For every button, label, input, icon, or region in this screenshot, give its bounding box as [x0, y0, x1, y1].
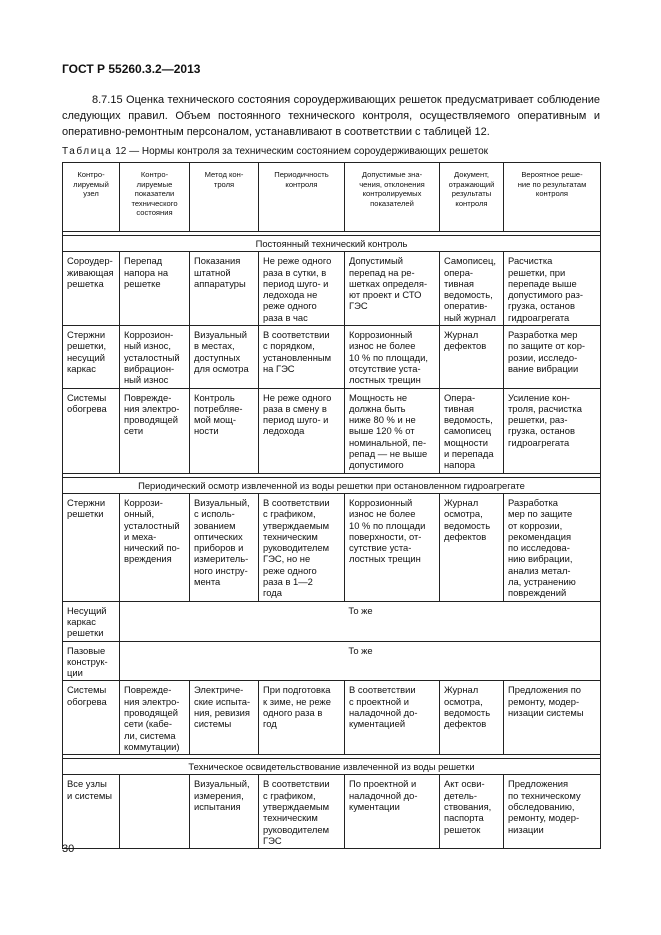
page-number: 30	[62, 843, 75, 855]
table-cell: То же	[120, 641, 601, 681]
table-cell: Разработка мер по защите от коррозии, рекомендация по исследова- нию вибрации, анализ метал- ла, устранению повреждений	[504, 493, 601, 601]
table-cell: Электриче- ские испыта- ния, ревизия системы	[190, 681, 259, 755]
table-cell: Не реже одного раза в смену в период шуго- и ледохода	[259, 388, 345, 473]
table-row	[63, 388, 601, 473]
column-header: Контро- лируемые показатели технического состояния	[120, 163, 190, 232]
column-header: Вероятное реше- ние по результатам контроля	[504, 163, 601, 232]
table-caption-label: Таблица	[62, 146, 113, 157]
table-row	[63, 641, 601, 681]
table-cell: Перепад напора на решетке	[120, 252, 190, 326]
intro-paragraph: 8.7.15 Оценка технического состояния сороудерживающих решеток предусматривает соблюдение следующих правил. Объем постоянного технического контроля, осуществляемого оперативным и оперативно-ремонтным персоналом, устанавливают в соответствии с таблицей 12.	[62, 94, 600, 138]
column-header: Контро- лируемый узел	[63, 163, 120, 232]
table-cell: Визуальный, измерения, испытания	[190, 775, 259, 849]
table-cell: Журнал осмотра, ведомость дефектов	[440, 681, 504, 755]
column-header: Периодичность контроля	[259, 163, 345, 232]
table-cell: Журнал осмотра, ведомость дефектов	[440, 493, 504, 601]
table-cell: Пазовые конструк- ции	[63, 641, 120, 681]
table-cell: Допустимый перепад на ре- шетках определя- ют проект и СТО ГЭС	[345, 252, 440, 326]
table-caption	[62, 146, 488, 157]
table-header-row	[63, 163, 601, 232]
table-cell: Поврежде- ния электро- проводящей сети (кабе- ли, система коммутации)	[120, 681, 190, 755]
table-cell: Разработка мер по защите от кор- розии, исследо- вание вибрации	[504, 326, 601, 388]
table-body	[63, 232, 601, 849]
table-cell: Показания штатной аппаратуры	[190, 252, 259, 326]
table-cell: По проектной и наладочной до- кументации	[345, 775, 440, 849]
table-cell: Предложения по ремонту, модер- низации системы	[504, 681, 601, 755]
table-row	[63, 252, 601, 326]
table-cell: Опера- тивная ведомость, самописец мощности и перепада напора	[440, 388, 504, 473]
table-row	[63, 326, 601, 388]
table-cell: В соответствии с проектной и наладочной до- кументацией	[345, 681, 440, 755]
section-title: Техническое освидетельствование извлеченной из воды решетки	[63, 759, 601, 775]
table-cell: Несущий каркас решетки	[63, 601, 120, 641]
table-cell: Сороудер- живающая решетка	[63, 252, 120, 326]
table-row	[63, 601, 601, 641]
table-cell: Визуальный, с исполь- зованием оптических приборов и измеритель- ного инстру- мента	[190, 493, 259, 601]
table-cell: В соответствии с графиком, утверждаемым техническим руководителем ГЭС, но не реже одного раза в 1—2 года	[259, 493, 345, 601]
table-cell: Мощность не должна быть ниже 80 % и не выше 120 % от номинальной, пе- репад — не выше допустимого	[345, 388, 440, 473]
column-header: Допустимые зна- чения, отклонения контролируемых показателей	[345, 163, 440, 232]
table-cell: Расчистка решетки, при перепаде выше допустимого раз- грузка, останов гидроагрегата	[504, 252, 601, 326]
table-cell: В соответствии с порядком, установленным на ГЭС	[259, 326, 345, 388]
table-cell: Самописец, опера- тивная ведомость, оператив- ный журнал	[440, 252, 504, 326]
table-cell: Коррозионный износ не более 10 % по площади поверхности, от- сутствие уста- лостных трещин	[345, 493, 440, 601]
section-title: Постоянный технический контроль	[63, 236, 601, 252]
table-cell: Коррозионный износ не более 10 % по площади, отсутствие уста- лостных трещин	[345, 326, 440, 388]
table-cell: Коррозион- ный износ, усталостный вибрацион- ный износ	[120, 326, 190, 388]
table-cell: Стержни решетки	[63, 493, 120, 601]
table-cell	[120, 775, 190, 849]
section-title-row	[63, 236, 601, 252]
table-cell: Стержни решетки, несущий каркас	[63, 326, 120, 388]
table-cell: При подготовка к зиме, не реже одного раза в год	[259, 681, 345, 755]
table-cell: Усиление кон- троля, расчистка решетки, раз- грузка, останов гидроагрегата	[504, 388, 601, 473]
table-row	[63, 493, 601, 601]
table-cell: В соответствии с графиком, утверждаемым техническим руководителем ГЭС	[259, 775, 345, 849]
table-row	[63, 681, 601, 755]
table-row	[63, 775, 601, 849]
table-cell: То же	[120, 601, 601, 641]
control-norms-table	[62, 162, 601, 849]
table-caption-text: 12 — Нормы контроля за техническим состоянием сороудерживающих решеток	[115, 146, 489, 157]
column-header: Документ, отражающий результаты контроля	[440, 163, 504, 232]
table-cell: Визуальный в местах, доступных для осмотра	[190, 326, 259, 388]
section-title-row	[63, 759, 601, 775]
table-cell: Не реже одного раза в сутки, в период шуго- и ледохода не реже одного раза в час	[259, 252, 345, 326]
column-header: Метод кон- троля	[190, 163, 259, 232]
table-cell: Контроль потребляе- мой мощ- ности	[190, 388, 259, 473]
table-cell: Акт осви- детель- ствования, паспорта решеток	[440, 775, 504, 849]
table-cell: Системы обогрева	[63, 388, 120, 473]
table-cell: Системы обогрева	[63, 681, 120, 755]
section-title-row	[63, 477, 601, 493]
document-header: ГОСТ Р 55260.3.2—2013	[62, 62, 201, 76]
table-cell: Журнал дефектов	[440, 326, 504, 388]
section-title: Периодический осмотр извлеченной из воды решетки при остановленном гидроагрегате	[63, 477, 601, 493]
table-cell: Поврежде- ния электро- проводящей сети	[120, 388, 190, 473]
table-cell: Все узлы и системы	[63, 775, 120, 849]
table-cell: Предложения по техническому обследованию, ремонту, модер- низации	[504, 775, 601, 849]
table-cell: Коррози- онный, усталостный и меха- нический по- вреждения	[120, 493, 190, 601]
